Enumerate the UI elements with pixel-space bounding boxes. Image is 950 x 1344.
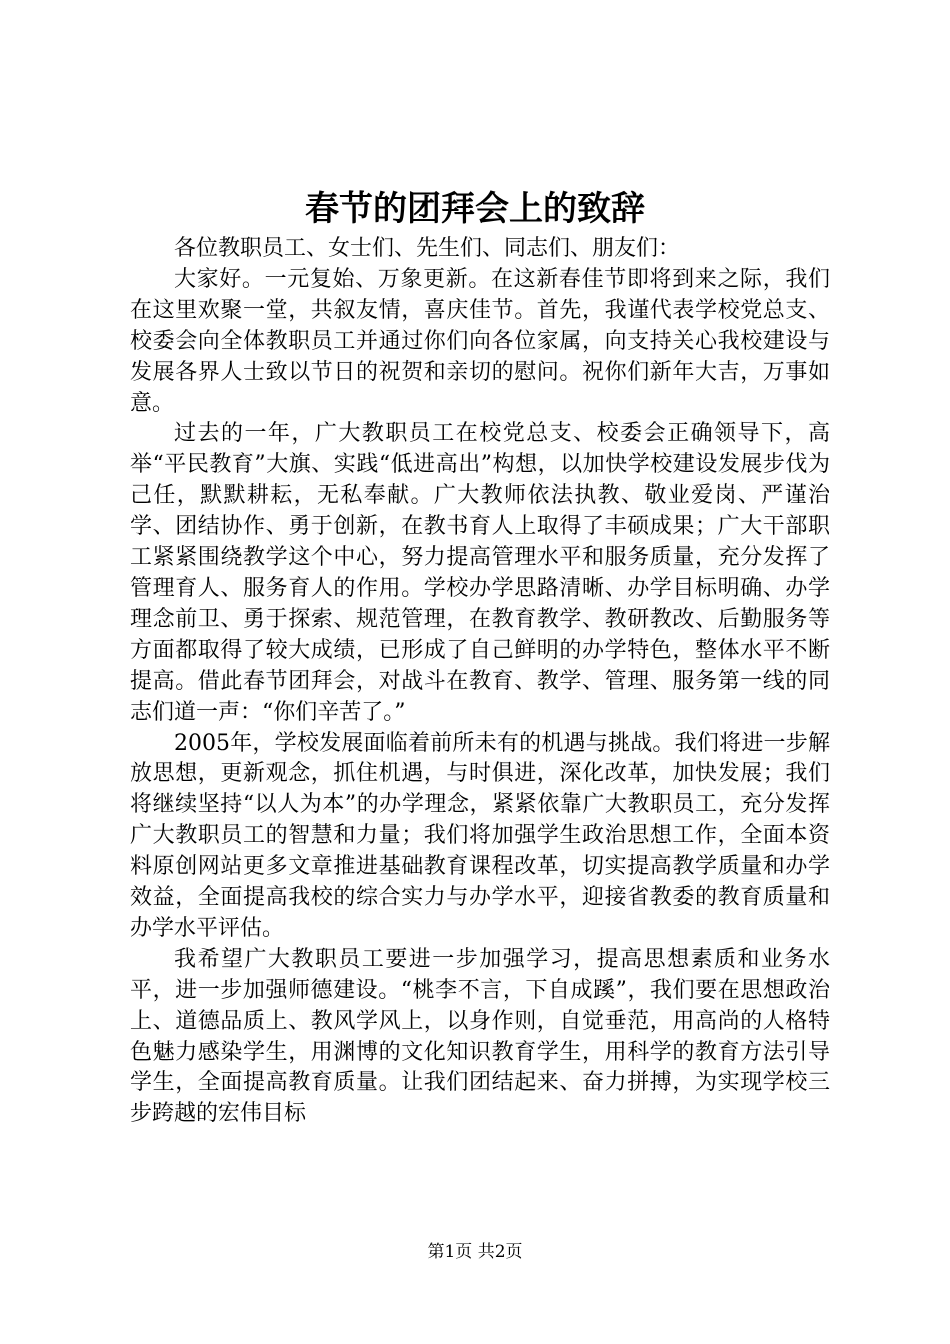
paragraph-2005: 2005年，学校发展面临着前所未有的机遇与挑战。我们将进一步解放思想，更新观念，抓住机遇，与时俱进，深化改革，加快发展；我们将继续坚持“以人为本”的办学理念，紧紧依靠广大教职员工，充分发挥广大教职员工的智慧和力量；我们将加强学生政治思想工作，全面本资料原创网站更多文章推进基础教育课程改革，切实提高教学质量和办学效益，全面提高我校的综合实力与办学水平，迎接省教委的教育质量和办学水平评估。 xyxy=(130,730,830,941)
paragraph-greeting: 大家好。一元复始、万象更新。在这新春佳节即将到来之际，我们在这里欢聚一堂，共叙友情，喜庆佳节。首先，我谨代表学校党总支、校委会向全体教职员工并通过你们向各位家属，向支持关心我校建设与发展各界人士致以节日的祝贺和亲切的慰问。祝你们新年大吉，万事如意。 xyxy=(130,266,830,416)
document-body xyxy=(130,234,830,1130)
paragraph-past-year: 过去的一年，广大教职员工在校党总支、校委会正确领导下，高举“平民教育”大旗、实践“低进高出”构想，以加快学校建设发展步伐为己任，默默耕耘，无私奉献。广大教师依法执教、敬业爱岗、严谨治学、团结协作、勇于创新，在教书育人上取得了丰硕成果；广大干部职工紧紧围绕教学这个中心，努力提高管理水平和服务质量，充分发挥了管理育人、服务育人的作用。学校办学思路清晰、办学目标明确、办学理念前卫、勇于探索、规范管理，在教育教学、教研教改、后勤服务等方面都取得了较大成绩，已形成了自己鲜明的办学特色，整体水平不断提高。借此春节团拜会，对战斗在教育、教学、管理、服务第一线的同志们道一声：“你们辛苦了。” xyxy=(130,421,830,725)
paragraph-salutation: 各位教职员工、女士们、先生们、同志们、朋友们： xyxy=(174,236,681,261)
document-title: 春节的团拜会上的致辞 xyxy=(305,189,645,229)
page-footer: 第1页 共2页 xyxy=(427,1242,523,1262)
paragraph-hope: 我希望广大教职员工要进一步加强学习，提高思想素质和业务水平，进一步加强师德建设。“桃李不言，下自成蹊”，我们要在思想政治上、道德品质上、教风学风上，以身作则，自觉垂范，用高尚的人格特色魅力感染学生，用渊博的文化知识教育学生，用科学的教育方法引导学生，全面提高教育质量。让我们团结起来、奋力拼搏，为实现学校三步跨越的宏伟目标 xyxy=(130,946,830,1127)
